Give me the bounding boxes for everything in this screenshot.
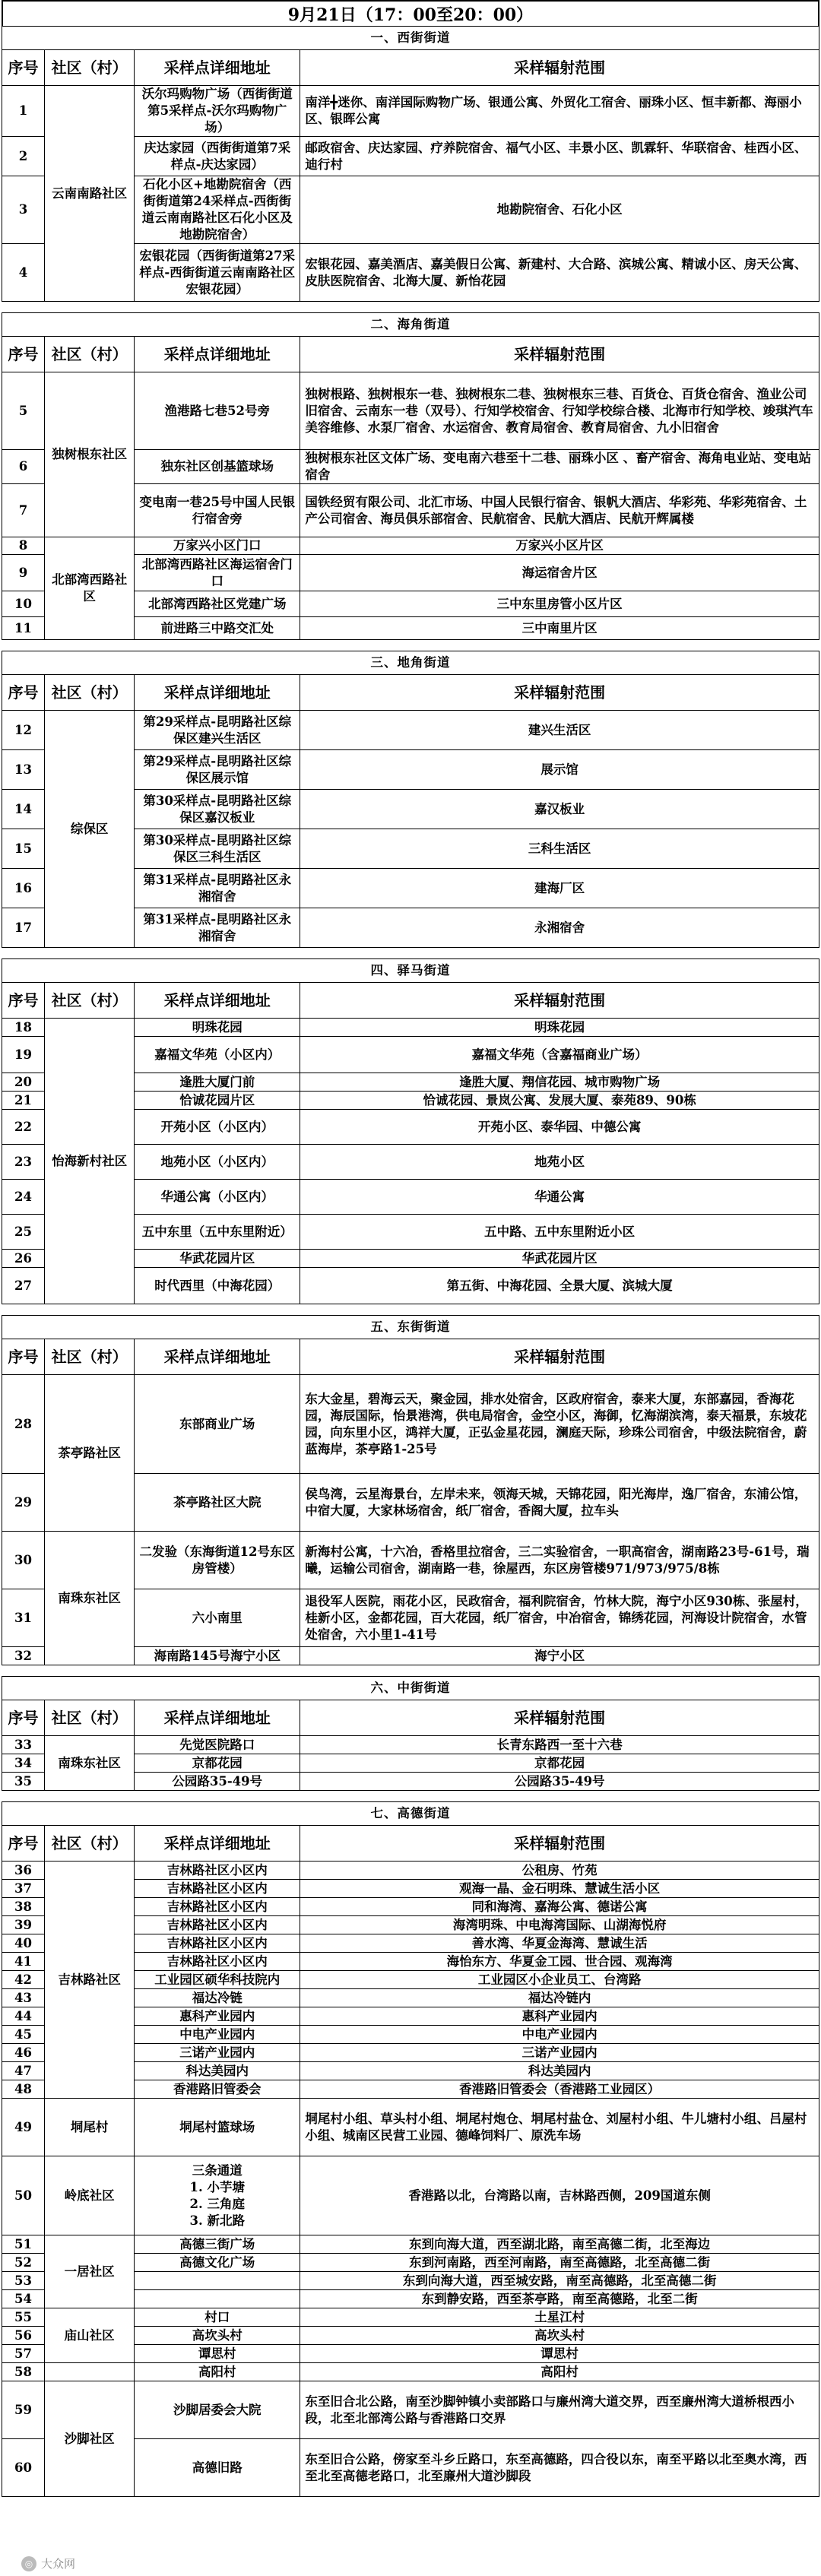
column-header-community: 社区（村）	[45, 983, 135, 1019]
range-cell: 中电产业园内	[300, 2026, 819, 2044]
row-number: 26	[2, 1250, 45, 1268]
table-row	[2, 372, 819, 450]
address-cell: 谭思村	[135, 2345, 300, 2363]
section-gap	[2, 948, 819, 958]
range-cell: 建海厂区	[300, 869, 819, 908]
range-cell: 高阳村	[300, 2363, 819, 2381]
range-cell: 独树根路、独树根东一巷、独树根东二巷、独树根东三巷、百货仓、百货仓宿舍、渔业公司旧宿舍、云南东一巷（双号）、行知学校宿舍、行知学校综合楼、北海市行知学校、竣琪汽车美容维修、水泵厂宿舍、水运宿舍、教育局宿舍、教育局宿舍、九小旧宿舍	[300, 372, 819, 450]
column-header-no: 序号	[2, 50, 45, 86]
row-number: 49	[2, 2099, 45, 2156]
row-number: 10	[2, 591, 45, 617]
address-cell: 石化小区+地勘院宿舍（西街街道第24采样点-西街街道云南南路社区石化小区及地勘院宿舍）	[135, 176, 300, 244]
range-cell: 三中东里房管小区片区	[300, 591, 819, 617]
range-cell: 海湾明珠、中电海湾国际、山湖海悦府	[300, 1916, 819, 1934]
table-row	[2, 2381, 819, 2439]
column-header-address: 采样点详细地址	[135, 1700, 300, 1736]
row-number: 1	[2, 86, 45, 137]
range-cell: 三诺产业园内	[300, 2044, 819, 2062]
address-cell: 惠科产业园内	[135, 2007, 300, 2026]
address-cell: 五中东里（五中东里附近）	[135, 1215, 300, 1250]
section-title: 三、地角街道	[2, 651, 819, 675]
address-cell: 茶亭路社区大院	[135, 1474, 300, 1532]
range-cell: 海宁小区	[300, 1647, 819, 1665]
column-header-no: 序号	[2, 1339, 45, 1375]
address-cell: 华武花园片区	[135, 1250, 300, 1268]
section-table	[2, 1315, 819, 1665]
address-cell: 时代西里（中海花园）	[135, 1268, 300, 1304]
range-cell: 侯鸟湾，云星海景台，左岸未来，领海天城，天锦花园，阳光海岸，逸厂宿舍，东浦公馆，中宿大厦，大家林场宿舍，纸厂宿舍，香阁大厦，拉车头	[300, 1474, 819, 1532]
address-cell: 第30采样点-昆明路社区综保区三科生活区	[135, 829, 300, 869]
row-number: 30	[2, 1532, 45, 1589]
range-cell: 惠科产业园内	[300, 2007, 819, 2026]
address-cell: 科达美园内	[135, 2062, 300, 2080]
address-cell: 吉林路社区小区内	[135, 1934, 300, 1953]
row-number: 27	[2, 1268, 45, 1304]
row-number: 4	[2, 244, 45, 302]
column-header-community: 社区（村）	[45, 1826, 135, 1862]
column-header-no: 序号	[2, 1700, 45, 1736]
range-cell: 东大金星，碧海云天，聚金园，排水处宿舍，区政府宿舍，泰来大厦，东部嘉园，香海花园，海辰国际，怡景港湾，供电局宿舍，金空小区，海御，忆海湖滨湾，泰天福景，东坡花园，向东里小区，鸿祥大厦，正弘金星花园，澜庭天际，珍珠公司宿舍，中级法院宿舍，蔚蓝海岸，茶亭路1-25号	[300, 1375, 819, 1474]
row-number: 56	[2, 2327, 45, 2345]
section-title: 四、驿马街道	[2, 959, 819, 983]
row-number: 32	[2, 1647, 45, 1665]
range-cell: 地苑小区	[300, 1145, 819, 1180]
column-header-community: 社区（村）	[45, 675, 135, 711]
column-header-range: 采样辐射范围	[300, 675, 819, 711]
row-number: 11	[2, 617, 45, 640]
column-header-range: 采样辐射范围	[300, 1700, 819, 1736]
row-number: 33	[2, 1736, 45, 1754]
table-row	[2, 2099, 819, 2156]
address-cell: 逢胜大厦门前	[135, 1073, 300, 1092]
table-row	[2, 537, 819, 555]
address-cell: 第31采样点-昆明路社区永湘宿舍	[135, 869, 300, 908]
range-cell: 东到向海大道，西至湖北路，南至高德二街，北至海边	[300, 2235, 819, 2254]
range-cell: 三中南里片区	[300, 617, 819, 640]
address-cell: 高德文化广场	[135, 2254, 300, 2272]
section-gap	[2, 1665, 819, 1676]
table-row	[2, 2156, 819, 2235]
column-header-address: 采样点详细地址	[135, 1339, 300, 1375]
row-number: 38	[2, 1898, 45, 1916]
column-header-community: 社区（村）	[45, 1700, 135, 1736]
range-cell: 恰诚花园、景岚公寓、发展大厦、泰苑89、90栋	[300, 1092, 819, 1110]
range-cell: 东到向海大道，西至城安路，南至高德路，北至高德二街	[300, 2272, 819, 2290]
address-cell: 沃尔玛购物广场（西街街道第5采样点-沃尔玛购物广场）	[135, 86, 300, 137]
range-cell: 第五街、中海花园、全景大厦、滨城大厦	[300, 1268, 819, 1304]
address-cell: 吉林路社区小区内	[135, 1898, 300, 1916]
address-cell: 公园路35-49号	[135, 1773, 300, 1791]
row-number: 24	[2, 1180, 45, 1215]
range-cell: 福达冷链内	[300, 1989, 819, 2007]
section-table	[2, 1801, 819, 2497]
column-header-address: 采样点详细地址	[135, 675, 300, 711]
row-number: 42	[2, 1971, 45, 1989]
watermark-text: 大众网	[41, 2557, 76, 2571]
address-cell: 海南路145号海宁小区	[135, 1647, 300, 1665]
row-number: 29	[2, 1474, 45, 1532]
address-cell: 工业园区硕华科技院内	[135, 1971, 300, 1989]
row-number: 55	[2, 2308, 45, 2327]
address-cell	[135, 2272, 300, 2290]
community-cell: 云南南路社区	[45, 86, 135, 302]
range-cell: 香港路旧管委会（香港路工业园区）	[300, 2080, 819, 2099]
range-cell: 谭思村	[300, 2345, 819, 2363]
row-number: 15	[2, 829, 45, 869]
column-header-community: 社区（村）	[45, 1339, 135, 1375]
table-row	[2, 1375, 819, 1474]
address-cell: 恰诚花园片区	[135, 1092, 300, 1110]
column-header-address: 采样点详细地址	[135, 337, 300, 372]
range-cell: 华武花园片区	[300, 1250, 819, 1268]
watermark	[21, 2555, 75, 2571]
table-row	[2, 2308, 819, 2327]
column-header-range: 采样辐射范围	[300, 983, 819, 1019]
table-row	[2, 1019, 819, 1037]
address-cell: 三诺产业园内	[135, 2044, 300, 2062]
range-cell: 退役军人医院，雨花小区，民政宿舍，福利院宿舍，竹林大院，海宁小区930栋、张屋村，桂新小区，金都花园，百大花园，纸厂宿舍，中冶宿舍，锦绣花园，河海设计院宿舍，水管处宿舍，六小里1-41号	[300, 1589, 819, 1647]
column-header-range: 采样辐射范围	[300, 1339, 819, 1375]
range-cell: 邮政宿舍、庆达家园、疗养院宿舍、福气小区、丰景小区、凯霖轩、华联宿舍、桂西小区、迪行村	[300, 137, 819, 176]
section-title: 二、海角街道	[2, 313, 819, 337]
community-cell: 独树根东社区	[45, 372, 135, 537]
row-number: 47	[2, 2062, 45, 2080]
column-header-no: 序号	[2, 983, 45, 1019]
address-cell: 福达冷链	[135, 1989, 300, 2007]
range-cell: 逢胜大厦、翔信花园、城市购物广场	[300, 1073, 819, 1092]
table-row	[2, 1532, 819, 1589]
range-cell: 独树根东社区文体广场、变电南六巷至十二巷、丽珠小区 、畜产宿舍、海角电业站、变电站宿舍	[300, 450, 819, 484]
row-number: 44	[2, 2007, 45, 2026]
community-cell: 北部湾西路社区	[45, 537, 135, 640]
column-header-community: 社区（村）	[45, 50, 135, 86]
row-number: 45	[2, 2026, 45, 2044]
row-number: 31	[2, 1589, 45, 1647]
row-number: 25	[2, 1215, 45, 1250]
address-cell: 高阳村	[135, 2363, 300, 2381]
community-cell: 岭底社区	[45, 2156, 135, 2235]
community-cell: 垌尾村	[45, 2099, 135, 2156]
row-number: 53	[2, 2272, 45, 2290]
range-cell: 公租房、竹苑	[300, 1862, 819, 1880]
row-number: 7	[2, 484, 45, 537]
section-table	[2, 651, 819, 948]
row-number: 17	[2, 908, 45, 948]
row-number: 58	[2, 2363, 45, 2381]
row-number: 59	[2, 2381, 45, 2439]
range-cell: 京都花园	[300, 1754, 819, 1773]
row-number: 28	[2, 1375, 45, 1474]
table-row	[2, 2363, 819, 2381]
row-number: 46	[2, 2044, 45, 2062]
section-table	[2, 958, 819, 1304]
row-number: 19	[2, 1037, 45, 1073]
address-cell: 万家兴小区门口	[135, 537, 300, 555]
range-cell: 宏银花园、嘉美酒店、嘉美假日公寓、新建村、大合路、滨城公寓、精诚小区、房天公寓、皮肤医院宿舍、北海大厦、新怡花园	[300, 244, 819, 302]
community-cell: 吉林路社区	[45, 1862, 135, 2099]
address-cell: 二发验（东海街道12号东区房管楼）	[135, 1532, 300, 1589]
community-cell: 庙山社区	[45, 2308, 135, 2363]
range-cell: 观海一晶、金石明珠、慧诚生活小区	[300, 1880, 819, 1898]
address-cell: 庆达家园（西街街道第7采样点-庆达家园）	[135, 137, 300, 176]
community-cell: 茶亭路社区	[45, 1375, 135, 1532]
section-table	[2, 1676, 819, 1791]
range-cell: 国铁经贸有限公司、北汇市场、中国人民银行宿舍、银帆大酒店、华彩苑、华彩苑宿舍、土产公司宿舍、海员俱乐部宿舍、民航宿舍、民航大酒店、民航开辉属楼	[300, 484, 819, 537]
range-cell: 善水湾、华夏金海湾、慧诚生活	[300, 1934, 819, 1953]
address-cell: 独东社区创基篮球场	[135, 450, 300, 484]
section-title: 七、高德街道	[2, 1802, 819, 1826]
row-number: 8	[2, 537, 45, 555]
column-header-address: 采样点详细地址	[135, 50, 300, 86]
row-number: 48	[2, 2080, 45, 2099]
address-cell: 东部商业广场	[135, 1375, 300, 1474]
address-cell: 华通公寓（小区内）	[135, 1180, 300, 1215]
address-cell: 沙脚居委会大院	[135, 2381, 300, 2439]
address-cell: 渔港路七巷52号旁	[135, 372, 300, 450]
range-cell: 地勘院宿舍、石化小区	[300, 176, 819, 244]
range-cell: 土星江村	[300, 2308, 819, 2327]
page-title: 9月21日（17：00至20：00）	[2, 0, 819, 26]
range-cell: 东至旧合北公路，南至沙脚钟镇小卖部路口与廉州湾大道交界，西至廉州湾大道桥根西小段，北至北部湾公路与香港路口交界	[300, 2381, 819, 2439]
row-number: 22	[2, 1110, 45, 1145]
row-number: 16	[2, 869, 45, 908]
column-header-address: 采样点详细地址	[135, 983, 300, 1019]
column-header-no: 序号	[2, 675, 45, 711]
community-cell: 南珠东社区	[45, 1736, 135, 1791]
row-number: 41	[2, 1953, 45, 1971]
column-header-address: 采样点详细地址	[135, 1826, 300, 1862]
address-cell: 第30采样点-昆明路社区综保区嘉汉板业	[135, 790, 300, 829]
address-cell: 嘉福文华苑（小区内）	[135, 1037, 300, 1073]
address-cell: 六小南里	[135, 1589, 300, 1647]
row-number: 35	[2, 1773, 45, 1791]
row-number: 52	[2, 2254, 45, 2272]
row-number: 57	[2, 2345, 45, 2363]
range-cell: 嘉福文华苑（含嘉福商业广场）	[300, 1037, 819, 1073]
community-cell: 沙脚社区	[45, 2381, 135, 2497]
section-table	[2, 312, 819, 640]
range-cell: 嘉汉板业	[300, 790, 819, 829]
row-number: 34	[2, 1754, 45, 1773]
row-number: 14	[2, 790, 45, 829]
address-cell: 北部湾西路社区党建广场	[135, 591, 300, 617]
address-cell: 吉林路社区小区内	[135, 1953, 300, 1971]
range-cell: 三科生活区	[300, 829, 819, 869]
row-number: 21	[2, 1092, 45, 1110]
address-cell: 明珠花园	[135, 1019, 300, 1037]
section-title: 一、西街街道	[2, 27, 819, 50]
range-cell: 永湘宿舍	[300, 908, 819, 948]
range-cell: 开苑小区、泰华园、中德公寓	[300, 1110, 819, 1145]
range-cell: 科达美园内	[300, 2062, 819, 2080]
range-cell: 东至旧合公路，傍家至斗乡丘路口，东至高德路，四合役以东，南至平路以北至奥水湾，西至北至高德老路口，北至廉州大道沙脚段	[300, 2439, 819, 2497]
column-header-range: 采样辐射范围	[300, 337, 819, 372]
range-cell: 建兴生活区	[300, 711, 819, 750]
row-number: 60	[2, 2439, 45, 2497]
community-cell	[45, 2363, 135, 2381]
row-number: 40	[2, 1934, 45, 1953]
range-cell: 长青东路西一至十六巷	[300, 1736, 819, 1754]
section-title: 六、中街街道	[2, 1677, 819, 1700]
address-cell: 第29采样点-昆明路社区综保区建兴生活区	[135, 711, 300, 750]
address-cell: 中电产业园内	[135, 2026, 300, 2044]
range-cell: 新海村公寓，十六冶，香格里拉宿舍，三二实验宿舍，一职高宿舍，湖南路23号-61号，瑞曦，运输公司宿舍，湖南路一巷，徐屋西，东区房管楼971/973/975/8栋	[300, 1532, 819, 1589]
row-number: 12	[2, 711, 45, 750]
section-gap	[2, 302, 819, 312]
address-cell: 先觉医院路口	[135, 1736, 300, 1754]
range-cell: 同和海湾、嘉海公寓、德诺公寓	[300, 1898, 819, 1916]
range-cell: 万家兴小区片区	[300, 537, 819, 555]
table-row	[2, 711, 819, 750]
row-number: 54	[2, 2290, 45, 2308]
row-number: 51	[2, 2235, 45, 2254]
range-cell: 东到静安路，西至茶亭路，南至高德路，北至二街	[300, 2290, 819, 2308]
column-header-range: 采样辐射范围	[300, 1826, 819, 1862]
address-cell: 第31采样点-昆明路社区永湘宿舍	[135, 908, 300, 948]
community-cell: 南珠东社区	[45, 1532, 135, 1665]
community-cell: 一居社区	[45, 2235, 135, 2308]
address-cell: 高德旧路	[135, 2439, 300, 2497]
column-header-no: 序号	[2, 1826, 45, 1862]
community-cell: 怡海新村社区	[45, 1019, 135, 1304]
row-number: 39	[2, 1916, 45, 1934]
range-cell: 东到河南路，西至河南路，南至高德路，北至高德二街	[300, 2254, 819, 2272]
row-number: 2	[2, 137, 45, 176]
watermark-logo-icon: ◎	[21, 2556, 36, 2571]
range-cell: 公园路35-49号	[300, 1773, 819, 1791]
row-number: 5	[2, 372, 45, 450]
table-row	[2, 1862, 819, 1880]
address-cell: 第29采样点-昆明路社区综保区展示馆	[135, 750, 300, 790]
section-gap	[2, 1791, 819, 1801]
range-cell: 工业园区小企业员工、台湾路	[300, 1971, 819, 1989]
address-cell: 高德三街广场	[135, 2235, 300, 2254]
range-cell: 海怡东方、华夏金工园、世合园、观海湾	[300, 1953, 819, 1971]
range-cell: 南洋╋迷你、南洋国际购物广场、银通公寓、外贸化工宿舍、丽珠小区、恒丰新都、海丽小区、银晖公寓	[300, 86, 819, 137]
row-number: 6	[2, 450, 45, 484]
row-number: 20	[2, 1073, 45, 1092]
column-header-community: 社区（村）	[45, 337, 135, 372]
address-cell: 吉林路社区小区内	[135, 1880, 300, 1898]
row-number: 37	[2, 1880, 45, 1898]
range-cell: 高坎头村	[300, 2327, 819, 2345]
table-row	[2, 86, 819, 137]
address-cell: 高坎头村	[135, 2327, 300, 2345]
address-cell: 地苑小区（小区内）	[135, 1145, 300, 1180]
section-title: 五、东街街道	[2, 1316, 819, 1339]
range-cell: 明珠花园	[300, 1019, 819, 1037]
address-cell: 村口	[135, 2308, 300, 2327]
column-header-range: 采样辐射范围	[300, 50, 819, 86]
address-cell: 北部湾西路社区海运宿舍门口	[135, 555, 300, 591]
range-cell: 展示馆	[300, 750, 819, 790]
table-row	[2, 2235, 819, 2254]
row-number: 9	[2, 555, 45, 591]
table-row	[2, 1736, 819, 1754]
section-table	[2, 26, 819, 302]
range-cell: 香港路以北，台湾路以南，吉林路西侧，209国道东侧	[300, 2156, 819, 2235]
address-cell: 三条通道 1. 小芋塘 2. 三角庭 3. 新北路	[135, 2156, 300, 2235]
address-cell: 开苑小区（小区内）	[135, 1110, 300, 1145]
row-number: 50	[2, 2156, 45, 2235]
range-cell: 五中路、五中东里附近小区	[300, 1215, 819, 1250]
address-cell: 变电南一巷25号中国人民银行宿舍旁	[135, 484, 300, 537]
address-cell: 吉林路社区小区内	[135, 1862, 300, 1880]
row-number: 43	[2, 1989, 45, 2007]
section-gap	[2, 640, 819, 651]
row-number: 18	[2, 1019, 45, 1037]
column-header-no: 序号	[2, 337, 45, 372]
address-cell	[135, 2290, 300, 2308]
row-number: 36	[2, 1862, 45, 1880]
address-cell: 京都花园	[135, 1754, 300, 1773]
row-number: 13	[2, 750, 45, 790]
row-number: 23	[2, 1145, 45, 1180]
address-cell: 垌尾村篮球场	[135, 2099, 300, 2156]
range-cell: 海运宿舍片区	[300, 555, 819, 591]
section-gap	[2, 1304, 819, 1315]
sections-container	[2, 26, 819, 2497]
range-cell: 垌尾村小组、草头村小组、垌尾村炮仓、垌尾村盐仓、刘屋村小组、牛儿塘村小组、吕屋村小组、城南区民营工业园、德峰饲料厂、原洗车场	[300, 2099, 819, 2156]
range-cell: 华通公寓	[300, 1180, 819, 1215]
address-cell: 宏银花园（西街街道第27采样点-西街街道云南南路社区宏银花园）	[135, 244, 300, 302]
address-cell: 前进路三中路交汇处	[135, 617, 300, 640]
row-number: 3	[2, 176, 45, 244]
address-cell: 香港路旧管委会	[135, 2080, 300, 2099]
community-cell: 综保区	[45, 711, 135, 948]
address-cell: 吉林路社区小区内	[135, 1916, 300, 1934]
